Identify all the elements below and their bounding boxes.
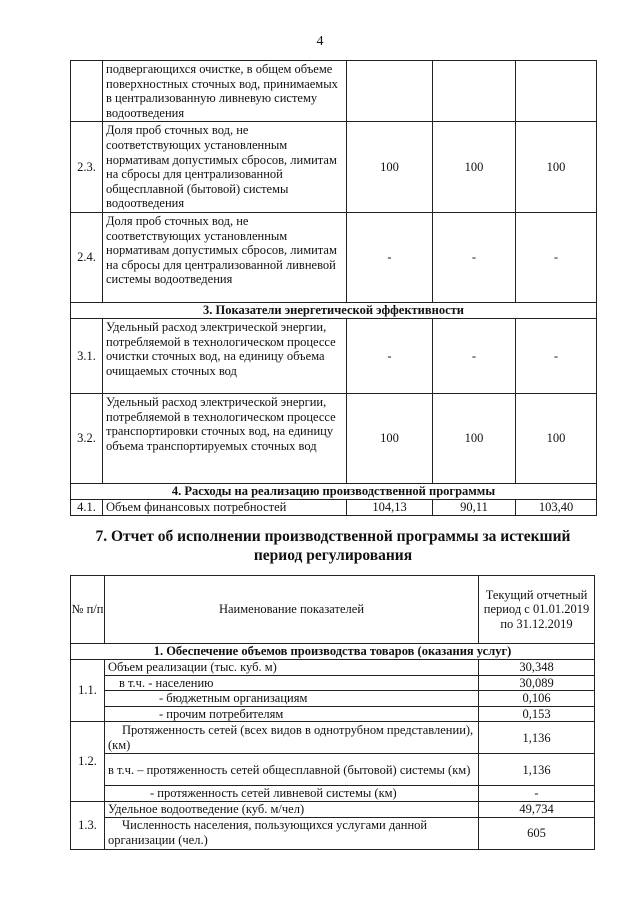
table-row <box>71 817 595 849</box>
value-cell: 100 <box>516 393 597 483</box>
section-title: 1. Обеспечение объемов производства товаров (оказания услуг) <box>71 644 595 660</box>
indicator-label: Протяженность сетей (всех видов в однотрубном представлении), (км) <box>105 722 479 754</box>
indicator-label: Удельное водоотведение (куб. м/чел) <box>105 801 479 817</box>
table-row <box>71 691 595 707</box>
column-header-period: Текущий отчетный период с 01.01.2019 по 31.12.2019 <box>479 576 595 644</box>
table-row <box>71 499 597 515</box>
value-cell: - <box>516 318 597 393</box>
indicator-label: - бюджетным организациям <box>105 691 479 707</box>
row-number: 3.1. <box>71 318 103 393</box>
section-title: 3. Показатели энергетической эффективности <box>71 302 597 318</box>
indicator-description: Удельный расход электрической энергии, потребляемой в технологическом процессе транспортировки сточных вод, на единицу объема транспортируемых сточных вод <box>103 393 347 483</box>
indicators-table <box>70 60 597 516</box>
table-row <box>71 801 595 817</box>
table-row <box>71 61 597 122</box>
indicator-label: - протяженность сетей ливневой системы (км) <box>105 786 479 802</box>
indicator-label: Объем реализации (тыс. куб. м) <box>105 660 479 676</box>
row-number: 1.2. <box>71 722 105 802</box>
value-cell: 1,136 <box>479 754 595 786</box>
indicator-description: Удельный расход электрической энергии, потребляемой в технологическом процессе очистки сточных вод, на единицу объема очищаемых сточных вод <box>103 318 347 393</box>
value-cell: 100 <box>347 122 433 213</box>
table-row <box>71 754 595 786</box>
table-row <box>71 786 595 802</box>
value-cell: 104,13 <box>347 499 433 515</box>
value-cell: - <box>516 212 597 302</box>
indicator-description: Доля проб сточных вод, не соответствующих установленным нормативам допустимых сбросов, лимитам на сбросы для централизованной ливневой системы водоотведения <box>103 212 347 302</box>
value-cell: - <box>433 212 516 302</box>
column-header-number: № п/п <box>71 576 105 644</box>
row-number: 1.1. <box>71 660 105 722</box>
row-number: 3.2. <box>71 393 103 483</box>
value-cell: 103,40 <box>516 499 597 515</box>
value-cell: - <box>433 318 516 393</box>
value-cell: 49,734 <box>479 801 595 817</box>
value-cell: 100 <box>433 393 516 483</box>
value-cell: 1,136 <box>479 722 595 754</box>
value-cell: - <box>479 786 595 802</box>
row-number: 1.3. <box>71 801 105 849</box>
section-header <box>71 483 597 499</box>
indicator-label: в т.ч. - населению <box>105 675 479 691</box>
section-header <box>71 644 595 660</box>
value-cell: - <box>347 318 433 393</box>
value-cell: 100 <box>516 122 597 213</box>
indicator-label: в т.ч. – протяженность сетей общесплавной (бытовой) системы (км) <box>105 754 479 786</box>
value-cell: - <box>347 212 433 302</box>
value-cell: 30,089 <box>479 675 595 691</box>
value-cell: 90,11 <box>433 499 516 515</box>
table-row <box>71 660 595 676</box>
indicator-label: - прочим потребителям <box>105 706 479 722</box>
table-row <box>71 675 595 691</box>
indicator-description: подвергающихся очистке, в общем объеме поверхностных сточных вод, принимаемых в централизованную ливневую систему водоотведения <box>103 61 347 122</box>
table-row <box>71 212 597 302</box>
value-cell: 100 <box>433 122 516 213</box>
section-title: 4. Расходы на реализацию производственной программы <box>71 483 597 499</box>
table-row <box>71 706 595 722</box>
column-header-name: Наименование показателей <box>105 576 479 644</box>
value-cell: 30,348 <box>479 660 595 676</box>
indicator-description: Объем финансовых потребностей <box>103 499 347 515</box>
table-row <box>71 393 597 483</box>
row-number: 2.3. <box>71 122 103 213</box>
report-table <box>70 575 595 850</box>
value-cell: 0,106 <box>479 691 595 707</box>
section-heading: 7. Отчет об исполнении производственной программы за истекший период регулирования <box>95 528 571 564</box>
value-cell: 605 <box>479 817 595 849</box>
value-cell: 100 <box>347 393 433 483</box>
table-row <box>71 722 595 754</box>
row-number: 2.4. <box>71 212 103 302</box>
section-header <box>71 302 597 318</box>
table-row <box>71 318 597 393</box>
value-cell: 0,153 <box>479 706 595 722</box>
table-header-row <box>71 576 595 644</box>
table-row <box>71 122 597 213</box>
indicator-label: Численность населения, пользующихся услугами данной организации (чел.) <box>105 817 479 849</box>
page-number: 4 <box>316 34 324 49</box>
indicator-description: Доля проб сточных вод, не соответствующих установленным нормативам допустимых сбросов, лимитам на сбросы для централизованной общесплавной (бытовой) системы водоотведения <box>103 122 347 213</box>
row-number: 4.1. <box>71 499 103 515</box>
